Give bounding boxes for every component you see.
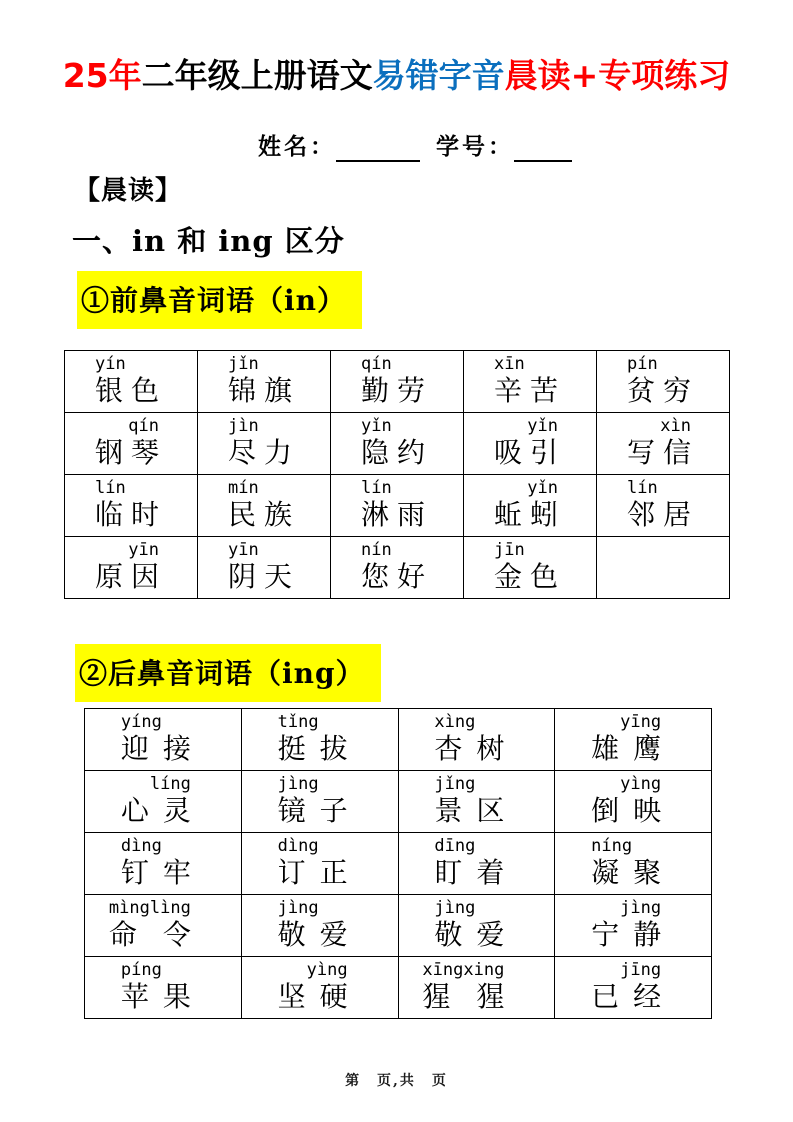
- student-id-blank-line: [514, 137, 572, 162]
- word-cell: [331, 537, 464, 599]
- pinyin-label: pín: [626, 354, 658, 374]
- page-footer: 第 页,共 页: [345, 1073, 448, 1089]
- hanzi-word: 锦旗: [227, 374, 300, 407]
- pinyin-label: dìng: [120, 836, 162, 856]
- word-cell: [85, 895, 242, 957]
- word-cell: [85, 709, 242, 771]
- hanzi-word: 杏树: [434, 732, 519, 765]
- pinyin-label: jīn: [493, 540, 525, 560]
- word-cell: [85, 957, 242, 1019]
- pinyin-label: nín: [360, 540, 392, 560]
- pinyin-label: jìng: [277, 774, 319, 794]
- hanzi-word: 写信: [626, 436, 699, 469]
- pinyin-label: yīn: [128, 540, 159, 560]
- pinyin-label: qín: [128, 416, 159, 436]
- table-row: [65, 475, 730, 537]
- pinyin-label: jìng: [277, 898, 319, 918]
- word-cell: [85, 771, 242, 833]
- hanzi-word: 敬爱: [434, 918, 519, 951]
- title-segment: 易错字音: [372, 56, 505, 95]
- pinyin-label: yíng: [120, 712, 162, 732]
- pinyin-label: líng: [149, 774, 191, 794]
- table-row: [65, 351, 730, 413]
- table-row: [85, 895, 712, 957]
- word-cell: [331, 351, 464, 413]
- pinyin-label: yìng: [306, 960, 348, 980]
- pinyin-label: jīng: [620, 960, 662, 980]
- page-title: [0, 50, 793, 97]
- word-cell: [85, 833, 242, 895]
- pinyin-label: dīng: [434, 836, 476, 856]
- subheading-front-nasal: ①前鼻音词语（in）: [77, 271, 362, 329]
- word-cell: [555, 957, 712, 1019]
- hanzi-word: 迎接: [120, 732, 205, 765]
- hanzi-word: 雄鹰: [591, 732, 676, 765]
- hanzi-word: 钉牢: [120, 856, 205, 889]
- hanzi-word: 凝聚: [591, 856, 676, 889]
- word-cell: [555, 833, 712, 895]
- word-cell: [464, 351, 597, 413]
- word-cell: [198, 351, 331, 413]
- word-cell: [398, 709, 555, 771]
- name-row: [258, 128, 572, 162]
- pinyin-label: jǐng: [434, 774, 476, 794]
- word-cell: [398, 957, 555, 1019]
- pinyin-label: xīn: [493, 354, 525, 374]
- table-row: [85, 771, 712, 833]
- pinyin-label: mín: [227, 478, 259, 498]
- hanzi-word: 倒映: [591, 794, 676, 827]
- hanzi-word: 敬爱: [277, 918, 362, 951]
- word-cell: [398, 895, 555, 957]
- word-cell: [555, 895, 712, 957]
- word-cell: [597, 351, 730, 413]
- word-cell: [65, 413, 198, 475]
- word-cell: [331, 475, 464, 537]
- title-segment: 二年级上册语文: [141, 56, 373, 95]
- word-cell: [65, 475, 198, 537]
- hanzi-word: 钢琴: [94, 436, 167, 469]
- hanzi-word: 辛苦: [493, 374, 566, 407]
- hanzi-word: 吸引: [493, 436, 566, 469]
- pinyin-label: xìn: [660, 416, 691, 436]
- pinyin-label: xīng xing: [422, 960, 505, 980]
- word-cell: [331, 413, 464, 475]
- word-cell: [464, 413, 597, 475]
- hanzi-word: 银色: [94, 374, 167, 407]
- hanzi-word: 阴天: [227, 560, 300, 593]
- word-cell: [464, 475, 597, 537]
- word-cell: [398, 833, 555, 895]
- back-nasal-words-table: [84, 708, 712, 1019]
- morning-reading-heading: 【晨读】: [74, 176, 183, 206]
- table-row: [85, 957, 712, 1019]
- word-cell: [398, 771, 555, 833]
- word-cell: [241, 895, 398, 957]
- hanzi-word: 原因: [94, 560, 167, 593]
- word-cell: [241, 771, 398, 833]
- hanzi-word: 苹果: [120, 980, 205, 1013]
- word-cell: [464, 537, 597, 599]
- word-cell: [555, 709, 712, 771]
- pinyin-label: tǐng: [277, 712, 319, 732]
- pinyin-label: yǐn: [527, 416, 558, 436]
- pinyin-label: xìng: [434, 712, 476, 732]
- empty-cell: [597, 537, 730, 599]
- pinyin-label: lín: [360, 478, 392, 498]
- student-id-label: 学号：: [436, 133, 514, 160]
- name-label: 姓名：: [258, 133, 336, 160]
- hanzi-word: 坚硬: [277, 980, 362, 1013]
- pinyin-label: yǐn: [360, 416, 392, 436]
- word-cell: [65, 351, 198, 413]
- pinyin-label: yìng: [620, 774, 662, 794]
- hanzi-word: 宁静: [591, 918, 676, 951]
- hanzi-word: 金色: [493, 560, 566, 593]
- pinyin-label: yín: [94, 354, 126, 374]
- pinyin-label: yīng: [620, 712, 662, 732]
- subheading-back-nasal: ②后鼻音词语（ing）: [75, 644, 381, 702]
- hanzi-word: 猩猩: [422, 980, 531, 1013]
- hanzi-word: 勤劳: [360, 374, 433, 407]
- word-cell: [241, 957, 398, 1019]
- hanzi-word: 邻居: [626, 498, 699, 531]
- name-blank-line: [336, 137, 420, 162]
- hanzi-word: 淋雨: [360, 498, 433, 531]
- hanzi-word: 隐约: [360, 436, 433, 469]
- pinyin-label: jìng: [620, 898, 662, 918]
- hanzi-word: 挺拔: [277, 732, 362, 765]
- pinyin-label: dìng: [277, 836, 319, 856]
- heading-in-vs-ing: 一、in 和 ing 区分: [72, 224, 345, 258]
- table-row: [65, 413, 730, 475]
- table-row: [65, 537, 730, 599]
- pinyin-label: yīn: [227, 540, 259, 560]
- hanzi-word: 命令: [108, 918, 217, 951]
- hanzi-word: 临时: [94, 498, 167, 531]
- pinyin-label: lín: [626, 478, 658, 498]
- word-cell: [597, 475, 730, 537]
- table-row: [85, 833, 712, 895]
- word-cell: [65, 537, 198, 599]
- pinyin-label: jǐn: [227, 354, 259, 374]
- word-cell: [241, 833, 398, 895]
- title-segment: 晨读+专项练习: [504, 56, 731, 95]
- hanzi-word: 镜子: [277, 794, 362, 827]
- pinyin-label: lín: [94, 478, 126, 498]
- pinyin-label: níng: [591, 836, 633, 856]
- table-row: [85, 709, 712, 771]
- hanzi-word: 心灵: [120, 794, 205, 827]
- pinyin-label: jìng: [434, 898, 476, 918]
- hanzi-word: 景区: [434, 794, 519, 827]
- pinyin-label: píng: [120, 960, 162, 980]
- hanzi-word: 蚯蚓: [493, 498, 566, 531]
- hanzi-word: 民族: [227, 498, 300, 531]
- pinyin-label: qín: [360, 354, 392, 374]
- title-segment: 25年: [62, 56, 142, 95]
- word-cell: [241, 709, 398, 771]
- pinyin-label: mìng lìng: [108, 898, 191, 918]
- hanzi-word: 订正: [277, 856, 362, 889]
- hanzi-word: 尽力: [227, 436, 300, 469]
- word-cell: [597, 413, 730, 475]
- word-cell: [198, 413, 331, 475]
- word-cell: [198, 475, 331, 537]
- hanzi-word: 盯着: [434, 856, 519, 889]
- word-cell: [555, 771, 712, 833]
- hanzi-word: 您好: [360, 560, 433, 593]
- pinyin-label: yǐn: [527, 478, 558, 498]
- pinyin-label: jìn: [227, 416, 259, 436]
- hanzi-word: 已经: [591, 980, 676, 1013]
- word-cell: [198, 537, 331, 599]
- hanzi-word: 贫穷: [626, 374, 699, 407]
- front-nasal-words-table: [64, 350, 730, 599]
